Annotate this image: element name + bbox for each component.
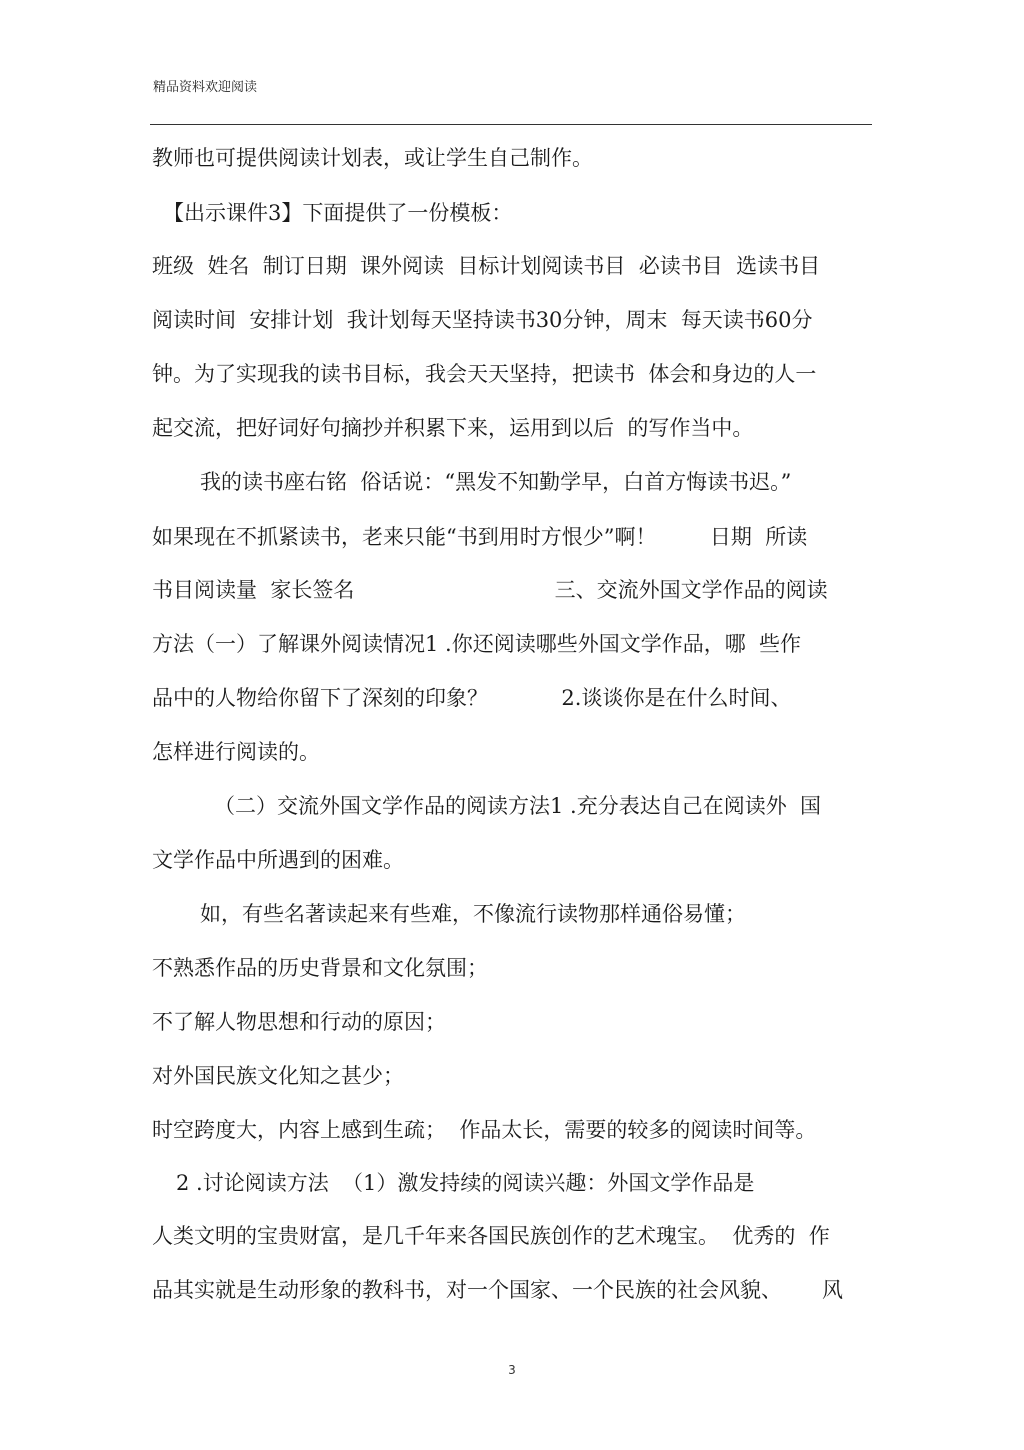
body-line: 怎样进行阅读的。	[152, 740, 320, 764]
body-line: 文学作品中所遇到的困难。	[152, 848, 404, 872]
body-line: 如，有些名著读起来有些难，不像流行读物那样通俗易懂；	[200, 902, 746, 926]
body-line: 人类文明的宝贵财富，是几千年来各国民族创作的艺术瑰宝。 优秀的 作	[152, 1224, 830, 1248]
body-line: 班级 姓名 制订日期 课外阅读 目标计划阅读书目 必读书目 选读书目	[152, 254, 821, 278]
body-line: 钟。为了实现我的读书目标，我会天天坚持，把读书 体会和身边的人一	[152, 362, 817, 386]
body-line: 对外国民族文化知之甚少；	[152, 1064, 404, 1088]
body-line: 时空跨度大，内容上感到生疏； 作品太长，需要的较多的阅读时间等。	[152, 1118, 817, 1142]
header-divider	[150, 124, 872, 125]
body-line: 阅读时间 安排计划 我计划每天坚持读书30分钟，周末 每天读书60分	[152, 308, 813, 332]
body-line: 如果现在不抓紧读书，老来只能“书到用时方恨少”啊！ 日期 所读	[152, 525, 808, 549]
body-line: 品其实就是生动形象的教科书，对一个国家、一个民族的社会风貌、 风	[152, 1278, 844, 1302]
body-line: 教师也可提供阅读计划表，或让学生自己制作。	[152, 146, 593, 170]
page-header: 精品资料欢迎阅读	[153, 80, 258, 95]
body-line: 【出示课件3】下面提供了一份模板：	[163, 201, 513, 225]
body-line: 方法（一）了解课外阅读情况1 .你还阅读哪些外国文学作品，哪 些作	[152, 632, 802, 656]
body-line: 品中的人物给你留下了深刻的印象？ 2.谈谈你是在什么时间、	[152, 686, 792, 710]
body-line: 起交流，把好词好句摘抄并积累下来，运用到以后 的写作当中。	[152, 416, 754, 440]
page-number: 3	[508, 1363, 516, 1377]
body-line: （二）交流外国文学作品的阅读方法1 .充分表达自己在阅读外 国	[214, 794, 822, 818]
body-line: 我的读书座右铭 俗话说：“黑发不知勤学早，白首方悔读书迟。”	[200, 470, 792, 494]
body-line: 2 .讨论阅读方法 （1）激发持续的阅读兴趣：外国文学作品是	[176, 1171, 755, 1195]
body-line: 不了解人物思想和行动的原因；	[152, 1010, 446, 1034]
body-line: 书目阅读量 家长签名 三、交流外国文学作品的阅读	[152, 578, 828, 602]
body-line: 不熟悉作品的历史背景和文化氛围；	[152, 956, 488, 980]
